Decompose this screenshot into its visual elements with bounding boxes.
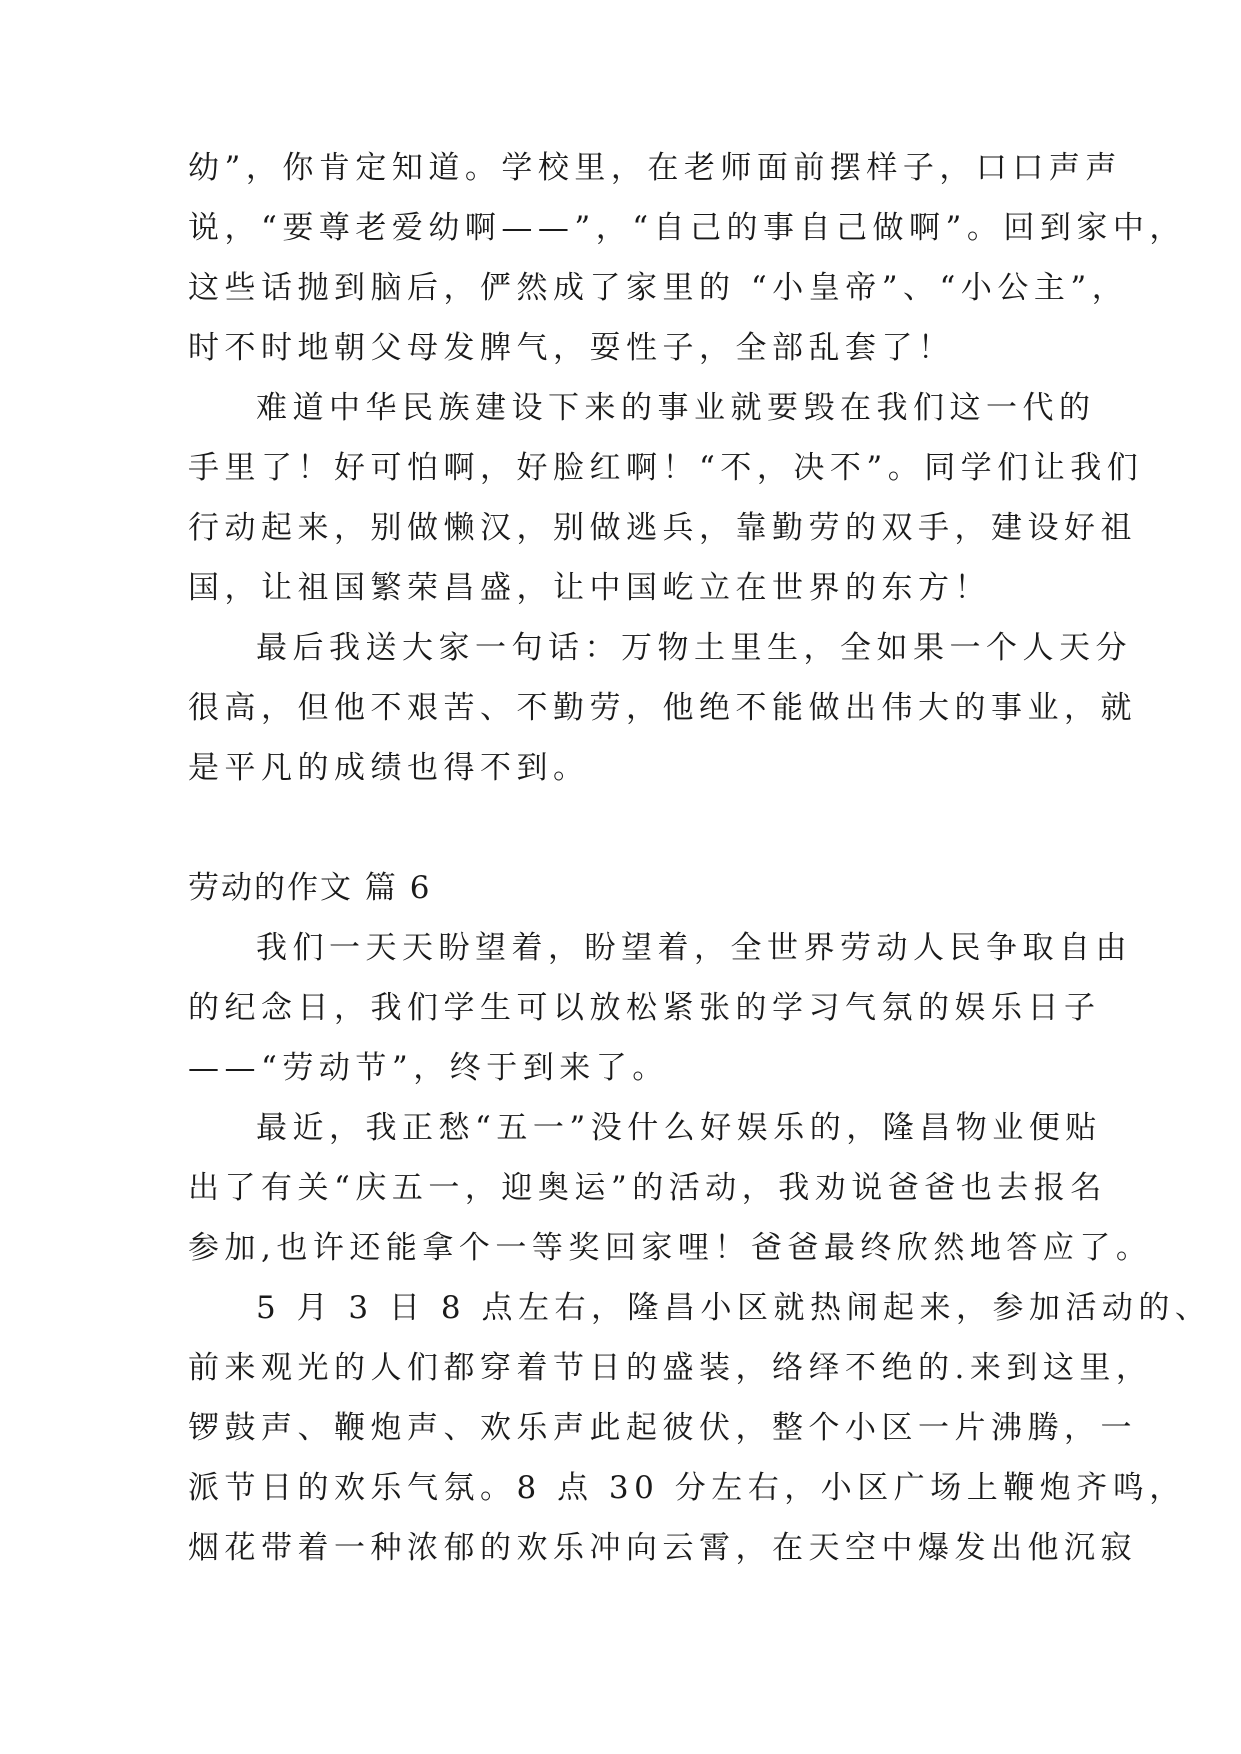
text-line: 派节日的欢乐气氛。8 点 30 分左右，小区广场上鞭炮齐鸣， (188, 1470, 1186, 1506)
text-line: 行动起来，别做懒汉，别做逃兵，靠勤劳的双手，建设好祖 (188, 510, 1137, 546)
text-line: 幼”，你肯定知道。学校里，在老师面前摆样子，口口声声 (188, 150, 1122, 186)
text-line: 前来观光的人们都穿着节日的盛装，络绎不绝的.来到这里， (188, 1350, 1153, 1386)
text-line: 难道中华民族建设下来的事业就要毁在我们这一代的 (256, 390, 1096, 426)
paragraph (188, 618, 1137, 798)
text-line: 最近，我正愁“五一”没什么好娱乐的，隆昌物业便贴 (256, 1110, 1102, 1146)
text-line: 5 月 3 日 8 点左右，隆昌小区就热闹起来，参加活动的、 (256, 1290, 1212, 1326)
text-line: 说，“要尊老爱幼啊——”，“自己的事自己做啊”。回到家中， (188, 210, 1186, 246)
text-line: 很高，但他不艰苦、不勤劳，他绝不能做出伟大的事业，就 (188, 690, 1137, 726)
text-line: 这些话抛到脑后，俨然成了家里的 “小皇帝”、“小公主”， (188, 270, 1129, 306)
text-line: 国，让祖国繁荣昌盛，让中国屹立在世界的东方！ (188, 570, 991, 606)
document-page (188, 138, 1212, 1578)
text-line: 出了有关“庆五一，迎奥运”的活动，我劝说爸爸也去报名 (188, 1170, 1107, 1206)
paragraph (188, 918, 1132, 1098)
section-heading: 劳动的作文 篇 6 (188, 870, 432, 906)
text-line: 我们一天天盼望着，盼望着，全世界劳动人民争取自由 (256, 930, 1132, 966)
text-line: 最后我送大家一句话：万物土里生，全如果一个人天分 (256, 630, 1132, 666)
paragraph (188, 378, 1144, 618)
text-line: 的纪念日，我们学生可以放松紧张的学习气氛的娱乐日子 (188, 990, 1101, 1026)
text-line: 手里了！好可怕啊，好脸红啊！“不，决不”。同学们让我们 (188, 450, 1144, 486)
text-line: 是平凡的成绩也得不到。 (188, 750, 590, 786)
paragraph (188, 1278, 1212, 1578)
section-spacer (188, 798, 1068, 858)
paragraph (188, 138, 1186, 378)
text-line: 时不时地朝父母发脾气，耍性子，全部乱套了！ (188, 330, 955, 366)
text-line: ——“劳动节”，终于到来了。 (188, 1050, 669, 1086)
text-line: 参加,也许还能拿个一等奖回家哩！爸爸最终欣然地答应了。 (188, 1230, 1153, 1266)
text-line: 烟花带着一种浓郁的欢乐冲向云霄，在天空中爆发出他沉寂 (188, 1530, 1137, 1566)
paragraph (188, 1098, 1153, 1278)
text-line: 锣鼓声、鞭炮声、欢乐声此起彼伏，整个小区一片沸腾，一 (188, 1410, 1137, 1446)
